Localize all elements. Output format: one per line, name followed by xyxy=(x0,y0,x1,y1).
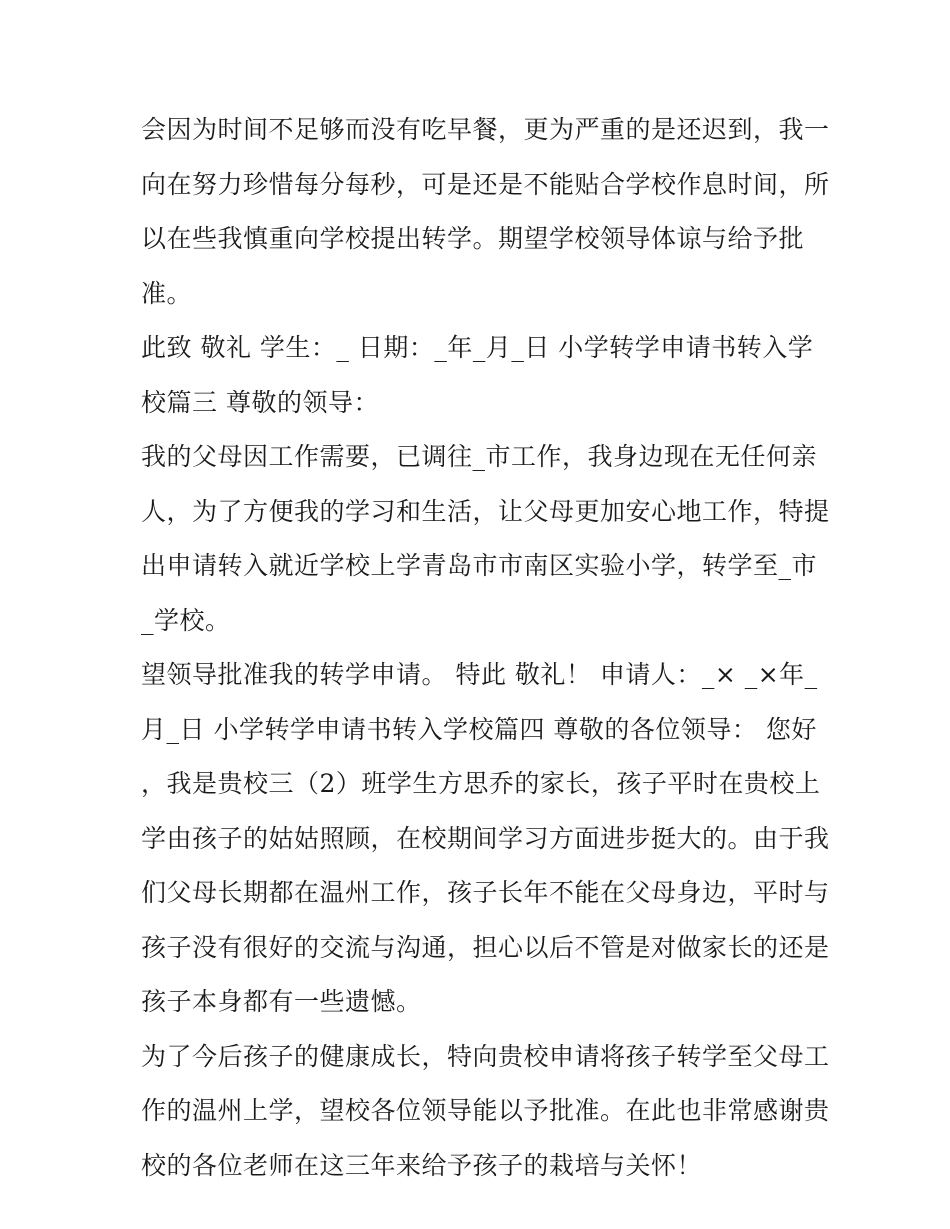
text-line: _学校。 xyxy=(141,605,231,635)
text-line: 会因为时间不足够而没有吃早餐，更为严重的是还迟到，我一 xyxy=(141,115,830,144)
text-line: 此致 敬礼 学生：_ 日期：_年_月_日 小学转学申请书转入学 xyxy=(141,333,814,362)
text-line: 校篇三 尊敬的领导： xyxy=(141,387,379,417)
text-line: 我的父母因工作需要，已调往_市工作，我身边现在无任何亲 xyxy=(141,442,818,471)
text-line: 们父母长期都在温州工作，孩子长年不能在父母身边，平时与 xyxy=(141,878,830,907)
text-line: 人，为了方便我的学习和生活，让父母更加安心地工作，特提 xyxy=(141,496,830,526)
text-line: 校的各位老师在这三年来给予孩子的栽培与关怀！ xyxy=(141,1150,703,1180)
text-line: 为了今后孩子的健康成长，特向贵校申请将孩子转学至父母工 xyxy=(141,1041,830,1071)
text-line: 孩子本身都有一些遗憾。 xyxy=(141,987,422,1016)
text-line: 出申请转入就近学校上学青岛市市南区实验小学，转学至_市 xyxy=(141,551,818,580)
text-line: ，我是贵校三（2）班学生方思乔的家长，孩子平时在贵校上 xyxy=(141,769,821,798)
text-line: 望领导批准我的转学申请。 特此 敬礼！ 申请人：_× _×年_ xyxy=(141,660,818,689)
text-line: 作的温州上学，望校各位领导能以予批准。在此也非常感谢贵 xyxy=(141,1096,830,1125)
text-line: 孩子没有很好的交流与沟通，担心以后不管是对做家长的还是 xyxy=(141,932,830,962)
text-line: 学由孩子的姑姑照顾，在校期间学习方面进步挺大的。由于我 xyxy=(141,823,830,853)
text-line: 准。 xyxy=(141,278,193,308)
text-line: 向在努力珍惜每分每秒，可是还是不能贴合学校作息时间，所 xyxy=(141,169,830,199)
text-line: 以在些我慎重向学校提出转学。期望学校领导体谅与给予批 xyxy=(141,224,805,253)
document-body xyxy=(141,103,830,1193)
text-line: 月_日 小学转学申请书转入学校篇四 尊敬的各位领导： 您好 xyxy=(141,714,817,744)
